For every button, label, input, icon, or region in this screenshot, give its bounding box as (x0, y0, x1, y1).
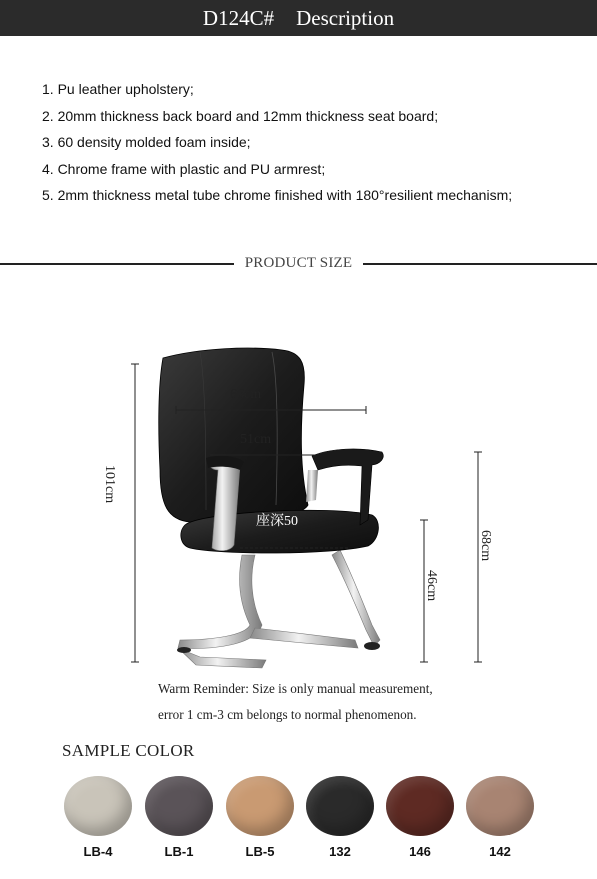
header-title: Description (296, 5, 395, 30)
chair-base-left (178, 555, 262, 648)
color-swatch-146[interactable] (386, 776, 454, 836)
warm-reminder-line: Warm Reminder: Size is only manual measurement, (158, 681, 433, 696)
color-swatch-label: 146 (409, 844, 431, 859)
warm-reminder-line: error 1 cm-3 cm belongs to normal phenomenon. (158, 707, 417, 722)
chair-foot (177, 647, 191, 653)
chair-image (159, 348, 384, 668)
chair-base-right (332, 550, 380, 646)
color-swatch-label: LB-1 (164, 844, 194, 859)
product-dimension-diagram (0, 270, 597, 680)
model-number: D124C# (202, 5, 275, 30)
seat-width-label: 51cm (240, 432, 272, 447)
page-header (0, 0, 597, 36)
feature-item: 2. 20mm thickness back board and 12mm thickness seat board; (42, 107, 439, 124)
sample-color-title: SAMPLE COLOR (62, 741, 195, 760)
feature-item: 1. Pu leather upholstery; (42, 81, 194, 97)
feature-item: 4. Chrome frame with plastic and PU armrest; (42, 160, 326, 177)
feature-item: 3. 60 density molded foam inside; (42, 134, 251, 150)
color-swatch-label: 142 (489, 844, 511, 859)
color-swatch-lb-4[interactable] (64, 776, 132, 836)
width-label: 66cm (230, 387, 262, 402)
feature-item: 5. 2mm thickness metal tube chrome finished with 180°resilient mechanism; (42, 187, 513, 203)
chair-base-rear (178, 648, 266, 668)
chair-arm-support-right (306, 470, 318, 502)
color-swatch-label: 132 (329, 844, 351, 859)
feature-list (42, 76, 512, 209)
section-title: PRODUCT SIZE (244, 255, 353, 271)
color-swatch-lb-5[interactable] (226, 776, 294, 836)
color-swatch-132[interactable] (306, 776, 374, 836)
height-label: 101cm (102, 465, 117, 504)
chair-base-front (250, 628, 358, 648)
seat-height-label: 46cm (424, 570, 439, 602)
chair-foot (364, 642, 380, 650)
color-swatch-142[interactable] (466, 776, 534, 836)
arm-height-label: 68cm (478, 530, 493, 562)
color-swatch-label: LB-5 (245, 844, 275, 859)
color-swatch-label: LB-4 (83, 844, 113, 859)
seat-depth-label: 座深50 (256, 514, 298, 529)
color-swatch-lb-1[interactable] (145, 776, 213, 836)
